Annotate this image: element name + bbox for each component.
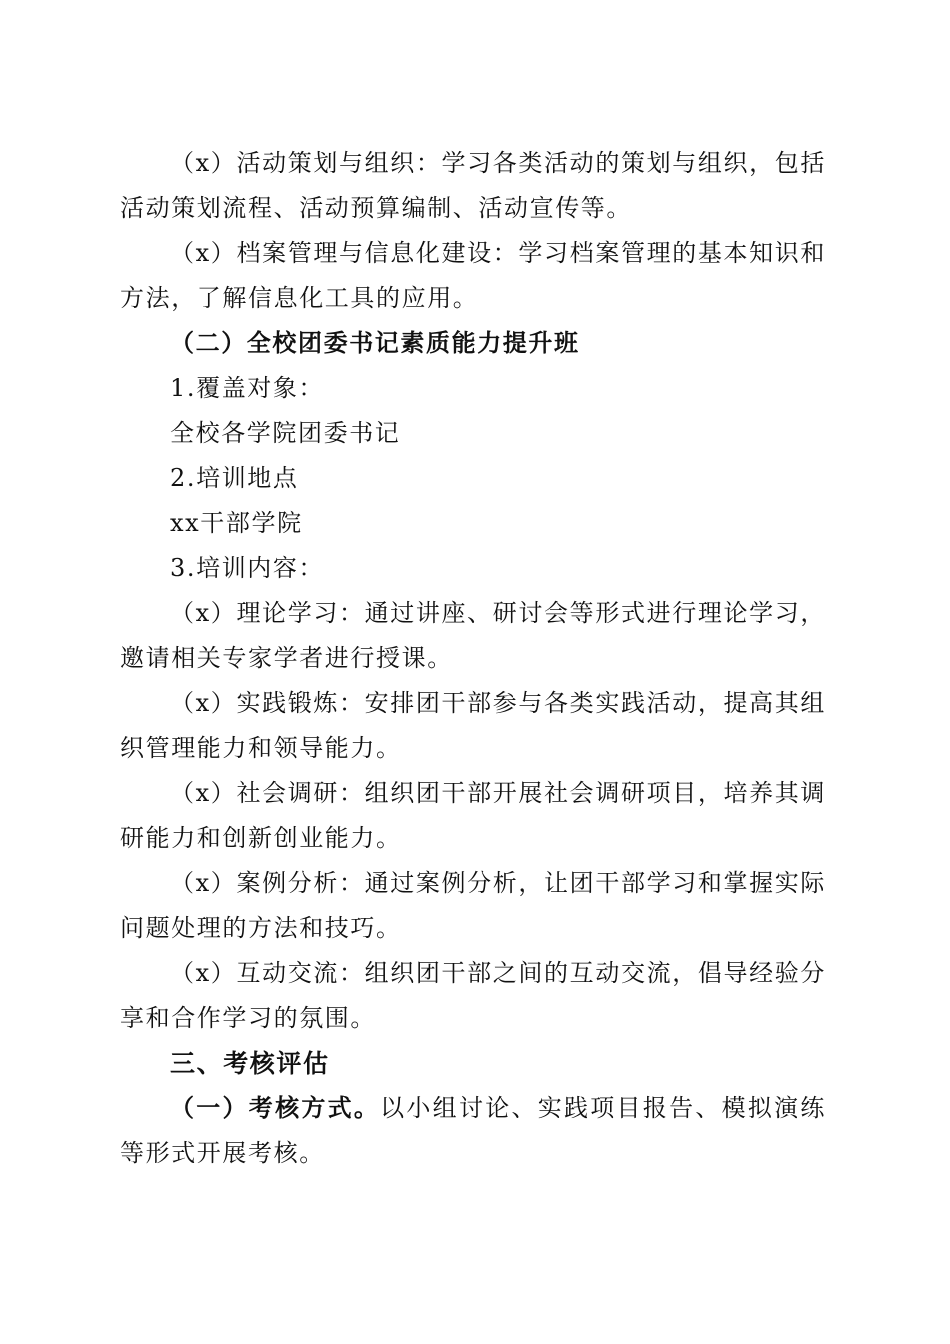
item-coverage-value: 全校各学院团委书记: [170, 419, 401, 447]
paragraph-activity-planning: （x）活动策划与组织：学习各类活动的策划与组织，包括活动策划流程、活动预算编制、活动宣传等。: [120, 149, 826, 222]
assessment-method-text: 以小组讨论、实践项目报告、模拟演练等形式开展考核。: [120, 1094, 826, 1167]
paragraph-archive-management: （x）档案管理与信息化建设：学习档案管理的基本知识和方法，了解信息化工具的应用。: [120, 239, 826, 312]
paragraph-practice: （x）实践锻炼：安排团干部参与各类实践活动，提高其组织管理能力和领导能力。: [120, 689, 826, 762]
paragraph-theory-study: （x）理论学习：通过讲座、研讨会等形式进行理论学习，邀请相关专家学者进行授课。: [120, 599, 826, 672]
document-body: [120, 141, 826, 1176]
item-coverage-label: 1.覆盖对象：: [170, 374, 325, 402]
section-heading-secretary-class: （二）全校团委书记素质能力提升班: [170, 329, 580, 357]
item-content-label: 3.培训内容：: [170, 554, 325, 582]
paragraph-assessment-method: [120, 1086, 826, 1176]
paragraph-case-analysis: （x）案例分析：通过案例分析，让团干部学习和掌握实际问题处理的方法和技巧。: [120, 869, 826, 942]
paragraph-interaction: （x）互动交流：组织团干部之间的互动交流，倡导经验分享和合作学习的氛围。: [120, 959, 826, 1032]
item-location-label: 2.培训地点: [170, 464, 299, 492]
paragraph-social-research: （x）社会调研：组织团干部开展社会调研项目，培养其调研能力和创新创业能力。: [120, 779, 826, 852]
assessment-method-label: （一）考核方式。: [170, 1094, 381, 1122]
section-heading-assessment: 三、考核评估: [170, 1049, 330, 1078]
item-location-value: xx干部学院: [170, 509, 303, 537]
